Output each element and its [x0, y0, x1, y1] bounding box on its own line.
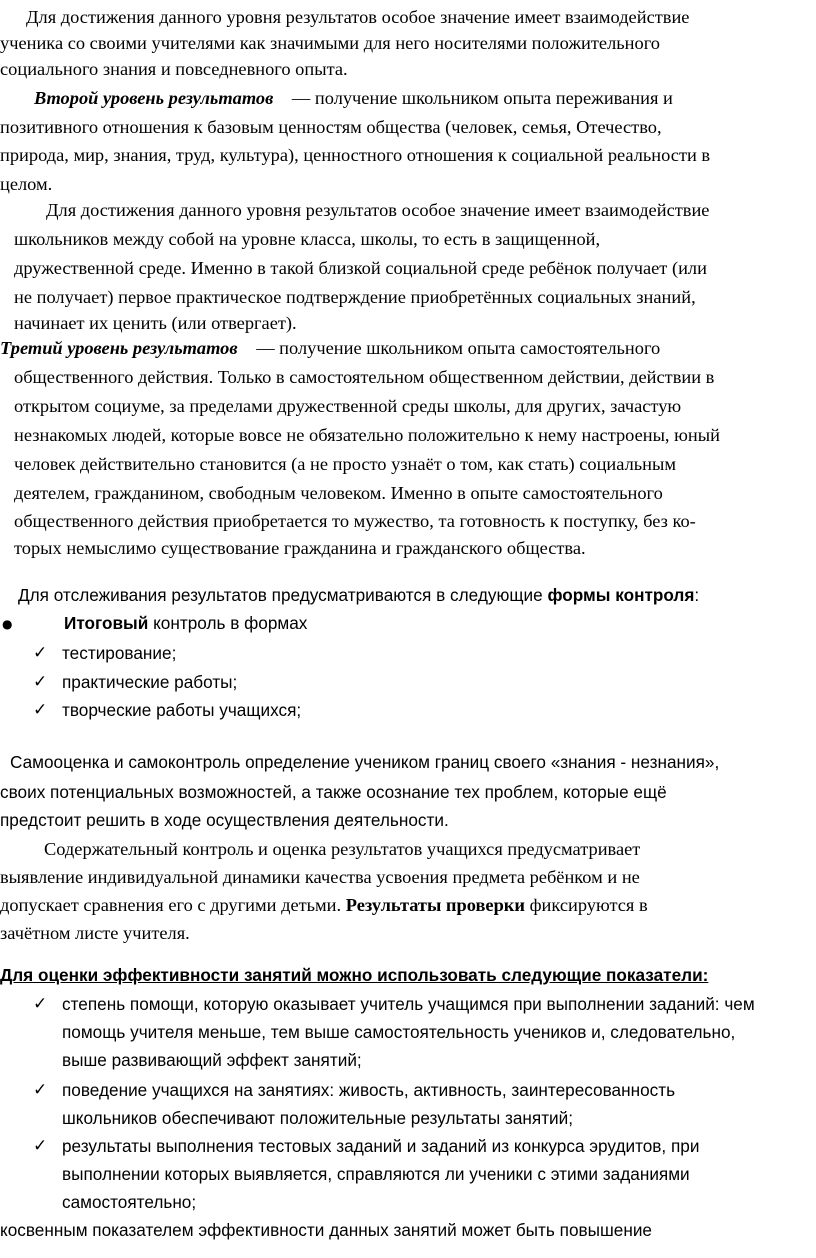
check-item-creative: творческие работы учащихся; — [62, 700, 302, 720]
check-item-practical: практические работы; — [62, 672, 238, 692]
eff-item3-line3: самостоятельно; — [62, 1192, 197, 1212]
control-intro-text: Для отслеживания результатов предусматриваются в следующие — [18, 585, 543, 605]
check-icon: ✓ — [33, 672, 48, 692]
para1-line3: социального знания и повседневного опыта. — [0, 59, 348, 79]
para2-line1-rest: — получение школьником опыта переживания и — [291, 88, 673, 108]
para3-line5: начинает их ценить (или отвергает). — [14, 313, 297, 333]
para3-line3: дружественной среде. Именно в такой близкой социальной среде ребёнок получает (или — [14, 258, 707, 278]
check-icon: ✓ — [33, 700, 48, 720]
para2-line1 — [34, 85, 673, 111]
para4-line4: незнакомых людей, которые вовсе не обязательно положительно к нему настроены, юный — [14, 425, 720, 445]
self-line1: Самооценка и самоконтроль определение учеником границ своего «знания - незнания», — [10, 752, 720, 772]
eff-item2-line2: школьников обеспечивают положительные результаты занятий; — [62, 1108, 574, 1128]
efficiency-last-line: косвенным показателем эффективности данных занятий может быть повышение — [0, 1220, 652, 1240]
content-line2: выявление индивидуальной динамики качества усвоения предмета ребёнком и не — [0, 867, 640, 887]
para1-line1: Для достижения данного уровня результатов особое значение имеет взаимодействие — [26, 7, 690, 27]
final-control-label: Итоговый — [64, 613, 149, 633]
check-icon: ✓ — [33, 643, 48, 663]
second-level-heading: Второй уровень результатов — [34, 88, 274, 108]
para4-line2: общественного действия. Только в самостоятельном общественном действии, действии в — [14, 367, 715, 387]
control-intro — [18, 582, 699, 608]
eff-item1-line3: выше развивающий эффект занятий; — [62, 1050, 362, 1070]
check-icon: ✓ — [33, 1080, 48, 1100]
content-line3-text: допускает сравнения его с другими детьми. — [0, 895, 342, 915]
check-icon: ✓ — [33, 994, 48, 1014]
para2-line4: целом. — [0, 174, 53, 194]
para4-line1-rest: — получение школьником опыта самостоятельного — [256, 338, 661, 358]
content-line3-end: фиксируются в — [529, 895, 648, 915]
eff-item2-line1: поведение учащихся на занятиях: живость, активность, заинтересованность — [62, 1080, 676, 1100]
para2-line2: позитивного отношения к базовым ценностям общества (человек, семья, Отечество, — [0, 117, 662, 137]
check-item-testing: тестирование; — [62, 643, 177, 663]
para3-line4: не получает) первое практическое подтверждение приобретённых социальных знаний, — [14, 287, 696, 307]
content-line1: Содержательный контроль и оценка результатов учащихся предусматривает — [44, 839, 641, 859]
para3-line2: школьников между собой на уровне класса, школы, то есть в защищенной, — [14, 229, 601, 249]
eff-item1-line1: степень помощи, которую оказывает учитель учащимся при выполнении заданий: чем — [62, 994, 755, 1014]
bullet-icon: ● — [2, 617, 13, 631]
eff-item3-line1: результаты выполнения тестовых заданий и заданий из конкурса эрудитов, при — [62, 1136, 700, 1156]
final-control-item — [64, 610, 307, 636]
check-icon: ✓ — [33, 1136, 48, 1156]
eff-item1-line2: помощь учителя меньше, тем выше самостоятельность учеников и, следовательно, — [62, 1022, 736, 1042]
para4-line6: деятелем, гражданином, свободным человеком. Именно в опыте самостоятельного — [14, 483, 663, 503]
efficiency-heading: Для оценки эффективности занятий можно использовать следующие показатели: — [0, 965, 709, 985]
self-line2: своих потенциальных возможностей, а также осознание тех проблем, которые ещё — [0, 782, 667, 802]
para4-line1 — [0, 335, 660, 361]
control-forms-label: формы контроля — [547, 585, 695, 605]
para4-line8: торых немыслимо существование гражданина и гражданского общества. — [14, 538, 586, 558]
content-line4: зачётном листе учителя. — [0, 923, 190, 943]
para3-line1: Для достижения данного уровня результатов особое значение имеет взаимодействие — [46, 200, 710, 220]
control-intro-colon: : — [694, 585, 700, 605]
final-control-rest: контроль в формах — [153, 613, 308, 633]
self-line3: предстоит решить в ходе осуществления деятельности. — [0, 810, 449, 830]
eff-item3-line2: выполнении которых выявляется, справляются ли ученики с этими заданиями — [62, 1164, 690, 1184]
content-line3 — [0, 892, 648, 918]
para4-line7: общественного действия приобретается то мужество, та готовность к поступку, без ко- — [14, 511, 696, 531]
para4-line3: открытом социуме, за пределами дружественной среды школы, для других, зачастую — [14, 396, 682, 416]
para2-line3: природа, мир, знания, труд, культура), ценностного отношения к социальной реальности в — [0, 145, 711, 165]
third-level-heading: Третий уровень результатов — [0, 338, 238, 358]
check-results-label: Результаты проверки — [345, 895, 525, 915]
para1-line2: ученика со своими учителями как значимыми для него носителями положительного — [0, 33, 660, 53]
para4-line5: человек действительно становится (а не просто узнаёт о том, как стать) социальным — [14, 454, 676, 474]
